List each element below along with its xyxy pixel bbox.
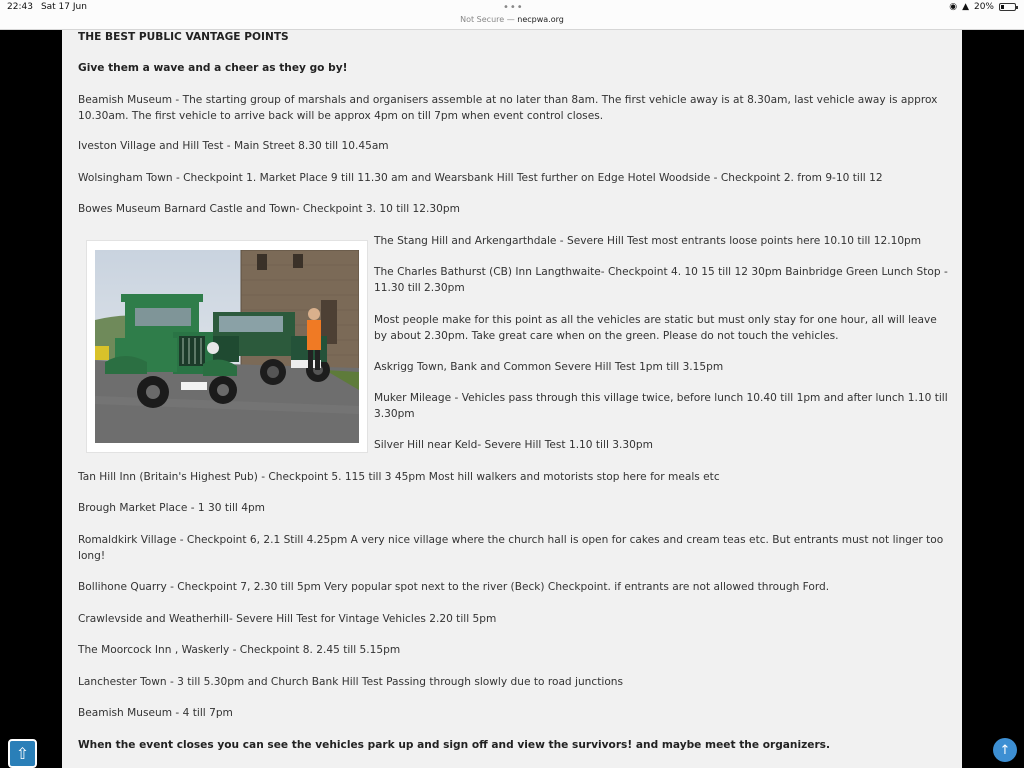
page-heading: THE BEST PUBLIC VANTAGE POINTS (78, 31, 289, 43)
arrow-up-icon: ↑ (999, 742, 1011, 758)
list-item: Wolsingham Town - Checkpoint 1. Market Place 9 till 11.30 am and Wearsbank Hill Test further on Edge Hotel Woodside - Checkpoint 2. from 9-10 till 12 (78, 172, 883, 184)
url-host: necpwa.org (517, 15, 564, 24)
list-item: The Charles Bathurst (CB) Inn Langthwaite- Checkpoint 4. 10 15 till 12 30pm Bainbridge Green Lunch Stop - 11.30 till 2.30pm (374, 266, 948, 294)
list-item: The Stang Hill and Arkengarthdale - Severe Hill Test most entrants loose points here 10.10 till 12.10pm (374, 235, 922, 247)
battery-percent: 20% (973, 2, 994, 12)
list-item: Crawlevside and Weatherhill- Severe Hill Test for Vintage Vehicles 2.20 till 5pm (78, 613, 497, 625)
list-item: Lanchester Town - 3 till 5.30pm and Church Bank Hill Test Passing through slowly due to road junctions (78, 676, 624, 688)
list-item: Muker Mileage - Vehicles pass through this village twice, before lunch 10.40 till 1pm and after lunch 1.10 till 3.30pm (374, 392, 948, 420)
location-icon: ▲ (962, 2, 969, 12)
status-date: Sat 17 Jun (40, 2, 87, 12)
closing-note: When the event closes you can see the vehicles park up and sign off and view the survivors! and maybe meet the organizers. (78, 739, 831, 751)
status-indicators (949, 2, 1016, 12)
multitask-dots-icon[interactable]: ••• (503, 2, 524, 13)
list-item: Bollihone Quarry - Checkpoint 7, 2.30 till 5pm Very popular spot next to the river (Beck) Checkpoint. if entrants are not allowed through Ford. (78, 581, 830, 593)
wifi-icon: ◉ (949, 2, 958, 12)
list-item: Romaldkirk Village - Checkpoint 6, 2.1 Still 4.25pm A very nice village where the church hall is open for cakes and cream teas etc. But entrants must not linger too long! (78, 534, 944, 562)
vintage-trucks-photo[interactable] (95, 250, 359, 443)
article-page (62, 30, 962, 768)
battery-icon (999, 3, 1016, 11)
scroll-top-button-left[interactable] (8, 739, 37, 768)
browser-top-bar (0, 0, 1024, 30)
arrow-up-icon: ⇧ (15, 744, 30, 763)
url-security-label: Not Secure — (460, 15, 515, 24)
status-time: 22:43 (7, 2, 33, 12)
list-item: Brough Market Place - 1 30 till 4pm (78, 502, 265, 514)
list-item: Silver Hill near Keld- Severe Hill Test 1.10 till 3.30pm (374, 439, 653, 451)
list-item: Tan Hill Inn (Britain's Highest Pub) - Checkpoint 5. 115 till 3 45pm Most hill walkers and motorists stop here for meals etc (78, 471, 720, 483)
list-item: Beamish Museum - 4 till 7pm (78, 707, 233, 719)
scroll-top-button-right[interactable] (993, 738, 1017, 762)
photo-frame (86, 240, 368, 453)
vintage-trucks-illustration (95, 250, 359, 443)
list-item: Iveston Village and Hill Test - Main Street 8.30 till 10.45am (78, 140, 389, 152)
status-time-date (7, 2, 87, 12)
list-item: Beamish Museum - The starting group of marshals and organisers assemble at no later than 8am. The first vehicle away is at 8.30am, last vehicle away is approx 10.30am. The first vehicle to arrive back will be approx 4pm on till 7pm when event control closes. (78, 94, 938, 122)
page-subheading: Give them a wave and a cheer as they go by! (78, 62, 348, 74)
list-item: The Moorcock Inn , Waskerly - Checkpoint 8. 2.45 till 5.15pm (78, 644, 401, 656)
address-bar[interactable] (0, 15, 1024, 24)
list-item: Bowes Museum Barnard Castle and Town- Checkpoint 3. 10 till 12.30pm (78, 203, 460, 215)
list-item: Most people make for this point as all the vehicles are static but must only stay for one hour, all will leave by about 2.30pm. Take great care when on the green. Please do not touch the vehicles. (374, 314, 937, 342)
list-item: Askrigg Town, Bank and Common Severe Hill Test 1pm till 3.15pm (374, 361, 724, 373)
